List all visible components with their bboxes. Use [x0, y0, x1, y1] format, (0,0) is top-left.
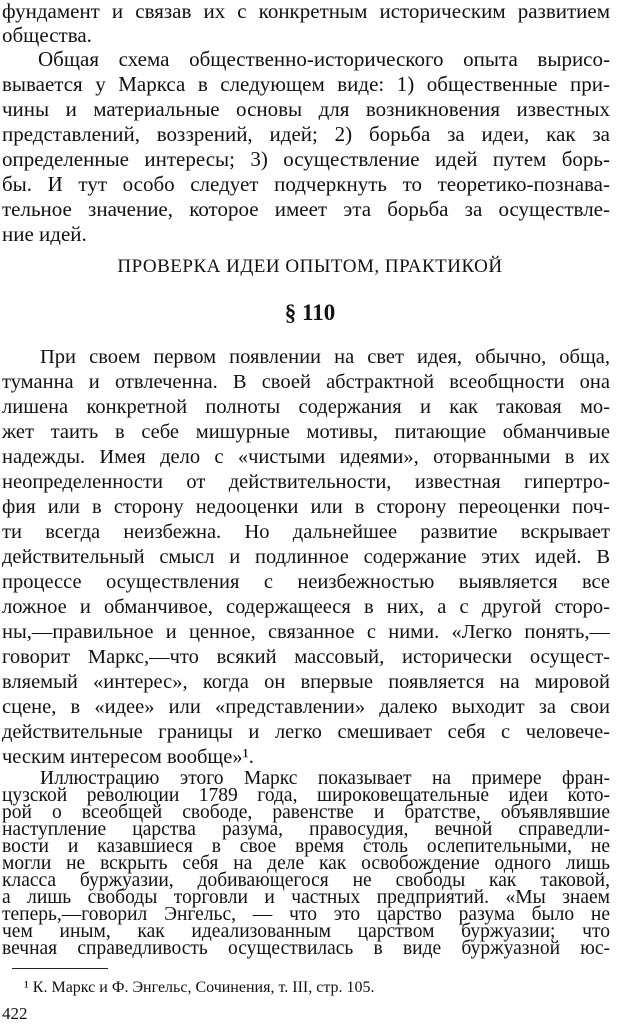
text-line: Иллюстрацию этого Маркс показывает на примере фран-	[40, 768, 610, 789]
text-line: вывается у Маркса в следующем виде: 1) общественные при-	[2, 72, 610, 96]
text-line: а лишь свободы торговли и частных предприятий. «Мы знаем	[2, 887, 610, 908]
text-line: тельное значение, которое имеет эта борьба за осуществле-	[2, 197, 610, 221]
text-line: говорит Маркс,—что всякий массовый, исторически осущест-	[2, 646, 610, 668]
text-line: жет таить в себе мишурные мотивы, питающие обманчивые	[2, 421, 610, 443]
footnote-divider	[12, 968, 108, 969]
text-line: определенные интересы; 3) осуществление идей путем борь-	[2, 147, 610, 171]
text-line: вечная справедливость осуществилась в виде буржуазной юс-	[2, 938, 610, 959]
text-line: действительный смысл и подлинное содержание этих идей. В	[2, 546, 610, 568]
text-line: чины и материальные основы для возникновения известных	[2, 97, 610, 121]
text-line: вости и казавшиеся в свое время столь ослепительными, не	[2, 836, 610, 857]
text-line: действительные границы и легко смешивает себя с человече-	[2, 721, 610, 743]
page-number: 422	[2, 1004, 28, 1023]
text-line: бы. И тут особо следует подчеркнуть то теоретико-познава-	[2, 172, 610, 196]
text-line: ложное и обманчивое, содержащееся в них, а с другой сторо-	[2, 596, 610, 618]
text-line: фия или в сторону недооценки или в сторону переоценки поч-	[2, 496, 610, 518]
text-line: наступление царства разума, правосудия, вечной справедли-	[2, 819, 610, 840]
text-line: туманна и отвлеченна. В своей абстрактной всеобщности она	[2, 371, 610, 393]
text-line: теперь,—говорил Энгельс, — что это царство разума было не	[2, 904, 610, 925]
section-number: § 110	[284, 300, 336, 325]
text-line: ти всегда неизбежна. Но дальнейшее развитие вскрывает	[2, 521, 610, 543]
text-line: ны,—правильное и ценное, связанное с ними. «Легко понять,—	[2, 621, 610, 643]
text-line: представлений, воззрений, идей; 2) борьба за идеи, как за	[2, 122, 610, 146]
text-line: надежды. Имея дело с «чистыми идеями», оторванными в их	[2, 446, 610, 468]
text-line: процессе осуществления с неизбежностью выявляется все	[2, 571, 610, 593]
text-line: ческим интересом вообще»¹.	[2, 746, 254, 768]
text-line: фундамент и связав их с конкретным историческим развитием	[2, 0, 610, 23]
text-line: рой о всеобщей свободе, равенстве и братстве, объявлявшие	[2, 802, 610, 823]
text-line: лишена конкретной полноты содержания и как таковая мо-	[2, 396, 610, 418]
text-line: класса буржуазии, добивающегося не свободы как таковой,	[2, 870, 610, 891]
text-line: цузской революции 1789 года, широковещательные идеи кото-	[2, 785, 610, 806]
text-line: могли не вскрыть себя на деле как освобождение одного лишь	[2, 853, 610, 874]
text-line: При своем первом появлении на свет идея, обычно, обща,	[40, 346, 610, 368]
text-line: Общая схема общественно-исторического опыта вырисо-	[38, 47, 610, 71]
text-line: ние идей.	[2, 222, 87, 246]
text-line: общества.	[2, 23, 92, 47]
footnote: ¹ К. Маркс и Ф. Энгельс, Сочинения, т. III, стр. 105.	[24, 979, 375, 996]
text-line: сцене, в «идее» или «представлении» далеко выходит за свои	[2, 696, 610, 718]
text-line: чем иным, как идеализованным царством буржуазии; что	[2, 921, 610, 942]
text-line: неопределенности от действительности, известная гипертро-	[2, 471, 610, 493]
section-heading: ПРОВЕРКА ИДЕИ ОПЫТОМ, ПРАКТИКОЙ	[117, 256, 503, 277]
text-line: вляемый «интерес», когда он впервые появляется на мировой	[2, 671, 610, 693]
